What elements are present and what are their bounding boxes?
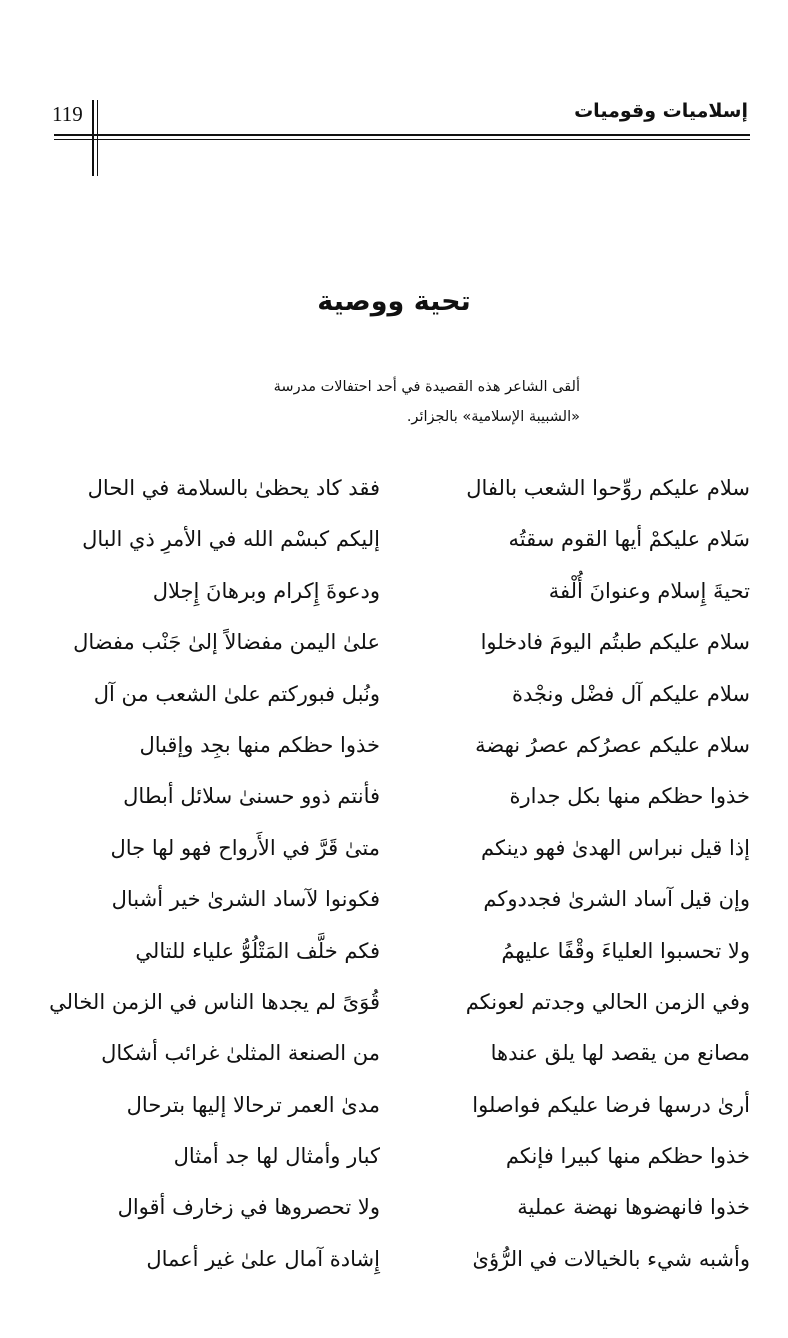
verse-second-hemistich: إليكم كبسْم الله في الأمرِ ذي البال [82, 527, 380, 552]
verse [50, 1085, 750, 1136]
verse-second-hemistich: فكم خلَّف المَتْلُوُّ علياء للتالي [135, 938, 380, 963]
verse-second-hemistich: متىٰ قَرَّ في الأَرواح فهو لها جال [110, 835, 380, 860]
verse [50, 519, 750, 570]
verse-first-hemistich: أرىٰ درسها فرضا عليكم فواصلوا [472, 1092, 750, 1117]
verse-second-hemistich: ودعوةَ إِكرام وبرهانَ إِجلال [152, 578, 380, 603]
verse-first-hemistich: سلام عليكم آل فضْل ونجْدة [511, 681, 750, 706]
verse [50, 931, 750, 982]
running-title: إسلاميات وقوميات [574, 100, 748, 122]
verse-first-hemistich: تحيةَ إِسلام وعنوانَ أُلْفة [548, 578, 750, 603]
verse-second-hemistich: مدىٰ العمر ترحالا إليها بترحال [126, 1092, 380, 1117]
verse-first-hemistich: ولا تحسبوا العلياءَ وقْفًا عليهمُ [501, 938, 750, 963]
verse-first-hemistich: إذا قيل نبراس الهدىٰ فهو دينكم [481, 835, 750, 860]
verse [50, 1239, 750, 1290]
verse [50, 1136, 750, 1187]
verse-second-hemistich: فأنتم ذوو حسنىٰ سلائل أبطال [123, 784, 380, 809]
intro-line: ألقى الشاعر هذه القصيدة في أحد احتفالات مدرسة [273, 379, 580, 395]
verse [50, 828, 750, 879]
poem-title: تحية ووصية [317, 286, 471, 317]
verse [50, 622, 750, 673]
verse-second-hemistich: كبار وأمثال لها جد أمثال [173, 1144, 380, 1169]
verse-first-hemistich: وإن قيل آساد الشرىٰ فجددوكم [483, 887, 750, 912]
intro-note [40, 372, 580, 432]
verse [50, 468, 750, 519]
verse [50, 879, 750, 930]
verse [50, 674, 750, 725]
verse [50, 1187, 750, 1238]
verse-first-hemistich: سَلام عليكمْ أيها القوم سقتُه [508, 527, 750, 552]
header-rule-thin [54, 139, 750, 140]
page-number: 119 [52, 102, 83, 126]
poem-verses [50, 468, 750, 1290]
verse-first-hemistich: سلام عليكم روِّحوا الشعب بالفال [466, 476, 750, 500]
verse-second-hemistich: ونُبل فبوركتم علىٰ الشعب من آل [93, 681, 380, 706]
verse-first-hemistich: سلام عليكم عصرُكم عصرُ نهضة [475, 732, 750, 757]
verse [50, 776, 750, 827]
verse [50, 571, 750, 622]
verse-second-hemistich: علىٰ اليمن مفضالاً إلىٰ جَنْب مفضال [73, 630, 380, 655]
verse-second-hemistich: فكونوا لآساد الشرىٰ خير أشبال [111, 887, 380, 912]
verse [50, 725, 750, 776]
verse-first-hemistich: خذوا حظكم منها كبيرا فإنكم [505, 1144, 750, 1169]
header-rule [54, 134, 750, 136]
verse-second-hemistich: فقد كاد يحظىٰ بالسلامة في الحال [87, 476, 380, 500]
verse-second-hemistich: خذوا حظكم منها بجِد وإقبال [139, 732, 380, 757]
verse-first-hemistich: خذوا حظكم منها بكل جدارة [509, 784, 750, 809]
verse-second-hemistich: قُوَىً لم يجدها الناس في الزمن الخالي [49, 989, 380, 1014]
verse [50, 982, 750, 1033]
verse-first-hemistich: وفي الزمن الحالي وجدتم لعونكم [465, 989, 750, 1014]
verse-first-hemistich: سلام عليكم طبتُم اليومَ فادخلوا [480, 630, 750, 655]
verse-first-hemistich: مصانع من يقصد لها يلق عندها [490, 1041, 750, 1066]
verse-second-hemistich: ولا تحصروها في زخارف أقوال [117, 1195, 380, 1220]
verse [50, 1033, 750, 1084]
verse-second-hemistich: إِشادة آمال علىٰ غير أعمال [146, 1246, 380, 1271]
intro-line: «الشبيبة الإسلامية» بالجزائر. [406, 409, 580, 425]
verse-first-hemistich: وأشبه شيء بالخيالات في الرُّؤىٰ [472, 1246, 750, 1271]
verse-first-hemistich: خذوا فانهضوها نهضة عملية [517, 1195, 750, 1220]
header-vertical-rule-thin [97, 100, 98, 176]
header-vertical-rule [92, 100, 94, 176]
verse-second-hemistich: من الصنعة المثلىٰ غرائب أشكال [101, 1041, 380, 1066]
